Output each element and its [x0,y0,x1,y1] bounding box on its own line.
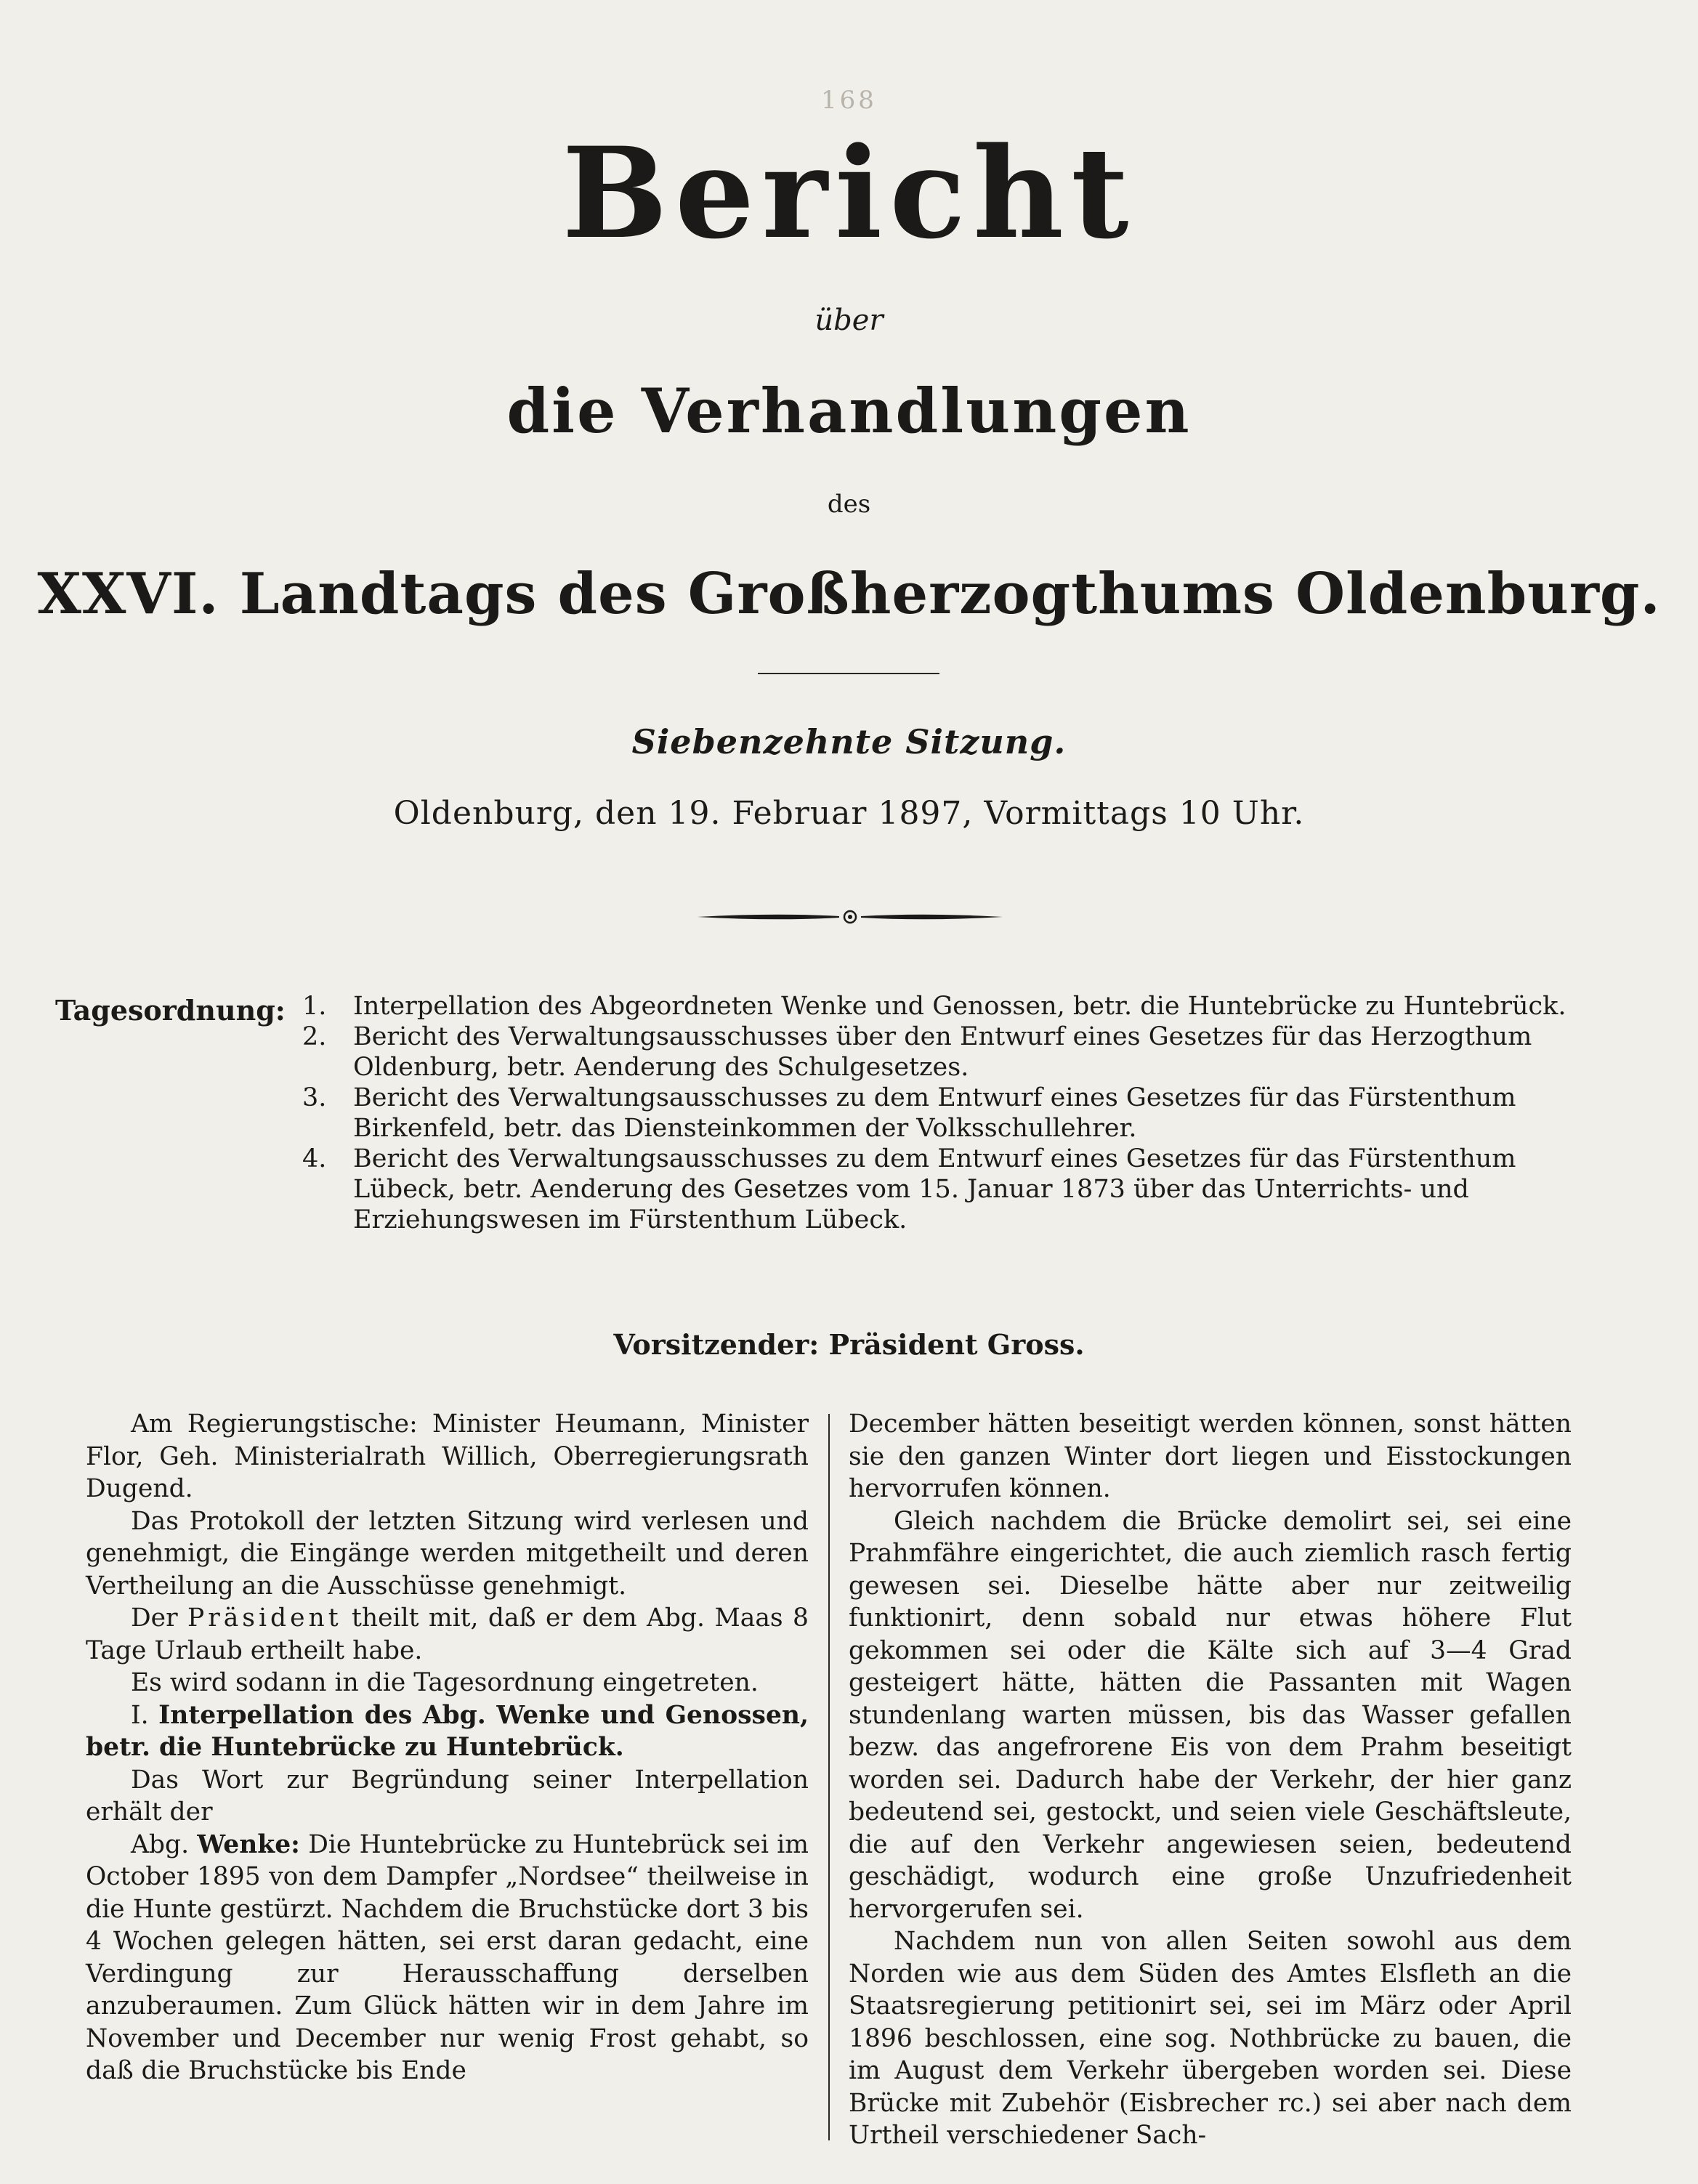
title-rule [758,673,939,674]
report-title: Bericht [562,119,1136,267]
paragraph: December hätten beseitigt werden können, sonst hätten sie den ganzen Winter dort liegen und Eisstockungen hervorrufen können. [849,1410,1572,1503]
title-verhandlungen: die Verhandlungen [506,375,1192,447]
session-date: Oldenburg, den 19. Februar 1897, Vormittags 10 Uhr. [393,795,1305,832]
paragraph: Es wird sodann in die Tagesordnung eingetreten. [131,1668,759,1697]
page-number: 168 [821,86,877,115]
agenda-item: 3. Bericht des Verwaltungsausschusses zu dem Entwurf eines Gesetzes für das Fürstenthum Birkenfeld, betr. das Diensteinkommen der Volksschullehrer. [302,1083,1516,1143]
paragraph: Am Regierungstische: Minister Heumann, Minister Flor, Geh. Ministerialrath Willich, Oberregierungsrath Dugend. [86,1410,809,1503]
paragraph: Gleich nachdem die Brücke demolirt sei, sei eine Prahmfähre eingerichtet, die auch ziemlich rasch fertig gewesen sei. Dieselbe hätte aber nur zeitweilig funktionirt, denn sobald nur etwas höhere Flut gekommen sei oder die Kälte sich auf 3—4 Grad gesteigert hätte, hätten die Passanten mit Wagen stundenlang warten müssen, bis das Wasser gefallen bezw. das angefrorene Eis von dem Prahm beseitigt worden sei. Dadurch habe der Verkehr, der hier ganz bedeutend sei, gestockt, und seien viele Geschäftsleute, die auf den Verkehr angewiesen seien, bedeutend geschädigt, wodurch eine große Unzufriedenheit hervorgerufen sei. [849,1506,1572,1924]
agenda-list [289,991,1597,1235]
paragraph: Das Protokoll der letzten Sitzung wird verlesen und genehmigt, die Eingänge werden mitgetheilt und deren Vertheilung an die Ausschüsse genehmigt. [86,1506,809,1601]
left-column [86,1408,809,2087]
title-ueber: über [814,304,884,337]
agenda-label: Tagesordnung: [55,994,286,1027]
right-column [849,1408,1572,2152]
session-title: Siebenzehnte Sitzung. [631,722,1067,761]
title-landtag: XXVI. Landtags des Großherzogthums Oldenburg. [37,561,1661,627]
section-heading: I. Interpellation des Abg. Wenke und Genossen, betr. die Huntebrücke zu Huntebrück. [86,1700,809,1762]
title-des: des [827,490,871,519]
agenda-item: 4. Bericht des Verwaltungsausschusses zu dem Entwurf eines Gesetzes für das Fürstenthum Lübeck, betr. Aenderung des Gesetzes vom 15. Januar 1873 über das Unterrichts- und Erziehungswesen im Fürstenthum Lübeck. [302,1144,1516,1234]
paragraph: Nachdem nun von allen Seiten sowohl aus dem Norden wie aus dem Süden des Amtes Elsfleth an die Staatsregierung petitionirt sei, sei im März oder April 1896 beschlossen, eine sog. Nothbrücke zu bauen, die im August dem Verkehr übergeben worden sei. Diese Brücke mit Zubehör (Eisbrecher rc.) sei aber nach dem Urtheil verschiedener Sach- [849,1927,1572,2150]
paragraph: Der Präsident theilt mit, daß er dem Abg. Maas 8 Tage Urlaub ertheilt habe. [86,1603,809,1665]
column-divider [828,1414,830,2140]
chair-line: Vorsitzender: Präsident Gross. [613,1328,1085,1361]
paragraph: Das Wort zur Begründung seiner Interpellation erhält der [86,1765,809,1827]
ornament-divider [698,908,1003,926]
agenda-item: 2. Bericht des Verwaltungsausschusses über den Entwurf eines Gesetzes für das Herzogthum Oldenburg, betr. Aenderung des Schulgesetzes. [302,1022,1532,1082]
agenda-item: 1. Interpellation des Abgeordneten Wenke und Genossen, betr. die Huntebrücke zu Huntebrück. [302,992,1566,1021]
paragraph: Abg. Wenke: Die Huntebrücke zu Huntebrück sei im October 1895 von dem Dampfer „Nordsee“ theilweise in die Hunte gestürzt. Nachdem die Bruchstücke dort 3 bis 4 Wochen gelegen hätten, sei erst daran gedacht, eine Verdingung zur Herausschaffung derselben anzuberaumen. Zum Glück hätten wir in dem Jahre im November und December nur wenig Frost gehabt, so daß die Bruchstücke bis Ende [86,1829,809,2085]
